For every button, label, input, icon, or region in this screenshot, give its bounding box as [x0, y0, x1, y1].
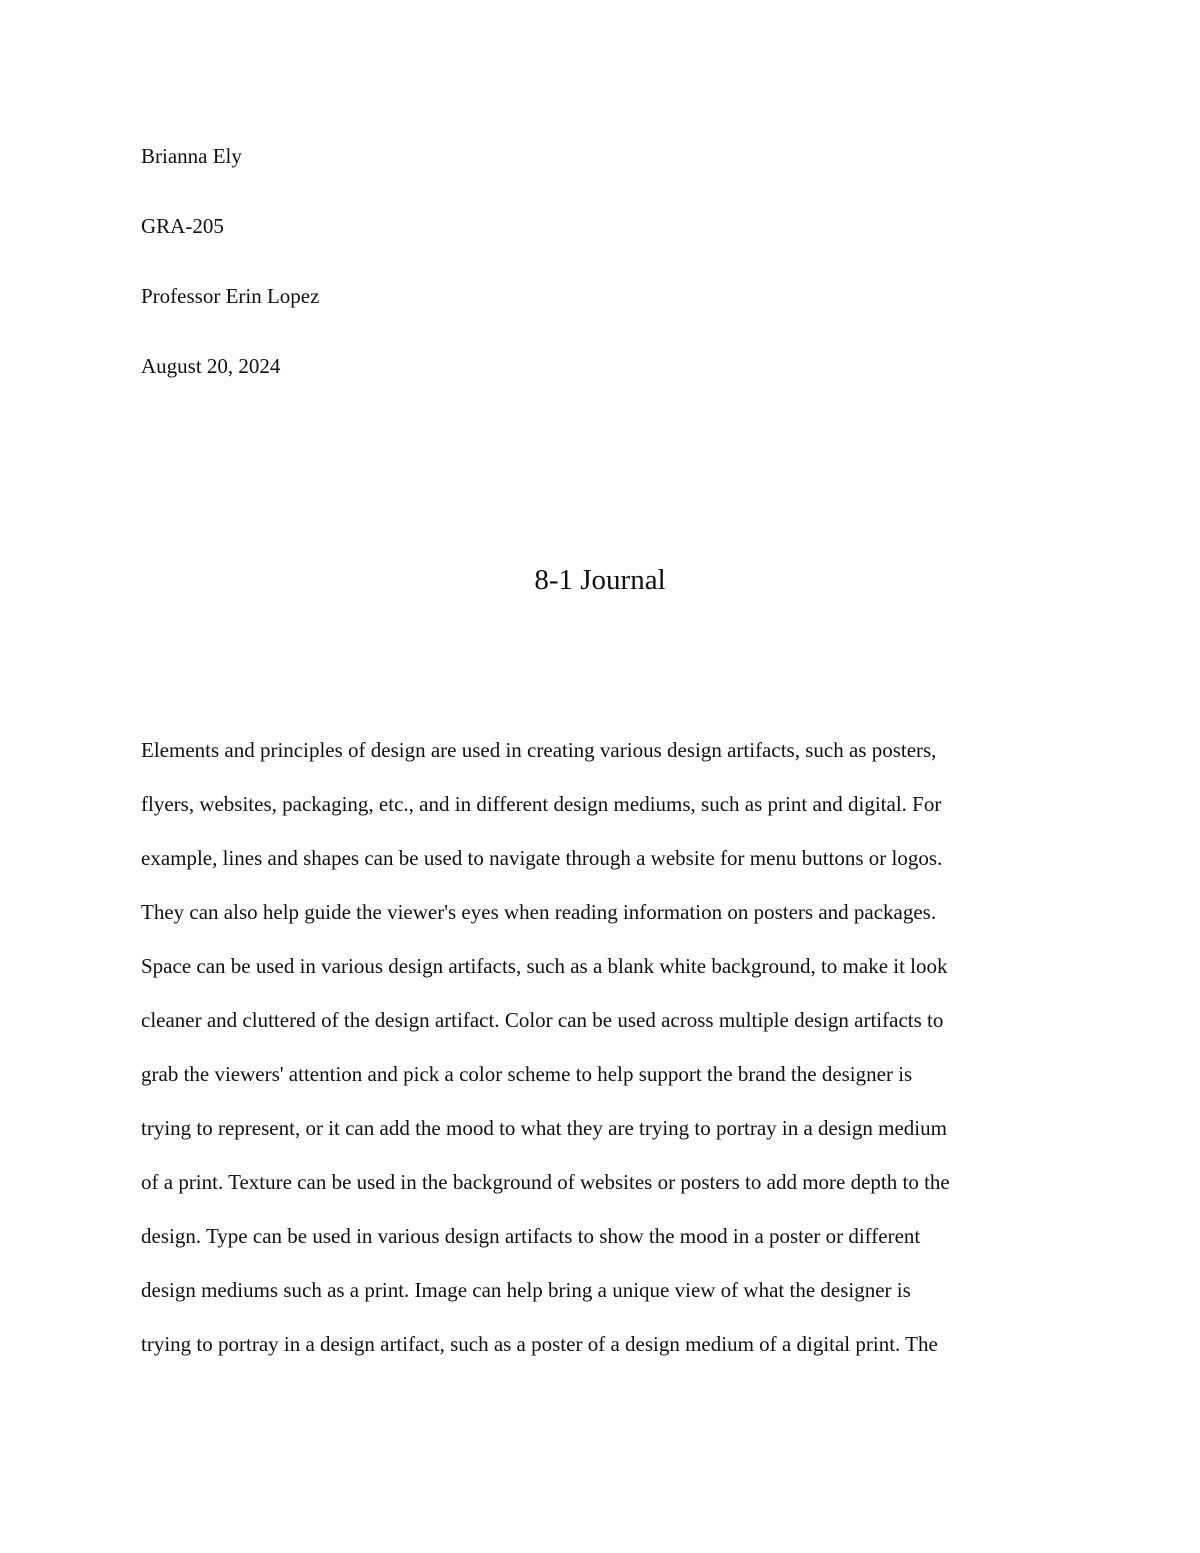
professor-name: Professor Erin Lopez	[141, 284, 320, 308]
body-line: grab the viewers' attention and pick a color scheme to help support the brand the designer is	[141, 1062, 913, 1086]
body-line: trying to portray in a design artifact, such as a poster of a design medium of a digital print. The	[141, 1332, 938, 1356]
body-line: They can also help guide the viewer's eyes when reading information on posters and packages.	[141, 900, 937, 924]
body-line: Space can be used in various design artifacts, such as a blank white background, to make it look	[141, 954, 948, 978]
course-code: GRA-205	[141, 214, 224, 238]
body-line: of a print. Texture can be used in the background of websites or posters to add more depth to the	[141, 1170, 950, 1194]
body-line: Elements and principles of design are used in creating various design artifacts, such as posters,	[141, 738, 937, 762]
body-line: cleaner and cluttered of the design artifact. Color can be used across multiple design artifacts to	[141, 1008, 944, 1032]
body-line: design mediums such as a print. Image can help bring a unique view of what the designer is	[141, 1278, 911, 1302]
author-name: Brianna Ely	[141, 144, 242, 168]
body-line: trying to represent, or it can add the mood to what they are trying to portray in a design medium	[141, 1116, 947, 1140]
submission-date: August 20, 2024	[141, 354, 281, 378]
document-title: 8-1 Journal	[534, 564, 666, 596]
body-line: flyers, websites, packaging, etc., and in different design mediums, such as print and digital. For	[141, 792, 942, 816]
body-line: example, lines and shapes can be used to navigate through a website for menu buttons or logos.	[141, 846, 943, 870]
body-line: design. Type can be used in various design artifacts to show the mood in a poster or different	[141, 1224, 921, 1248]
